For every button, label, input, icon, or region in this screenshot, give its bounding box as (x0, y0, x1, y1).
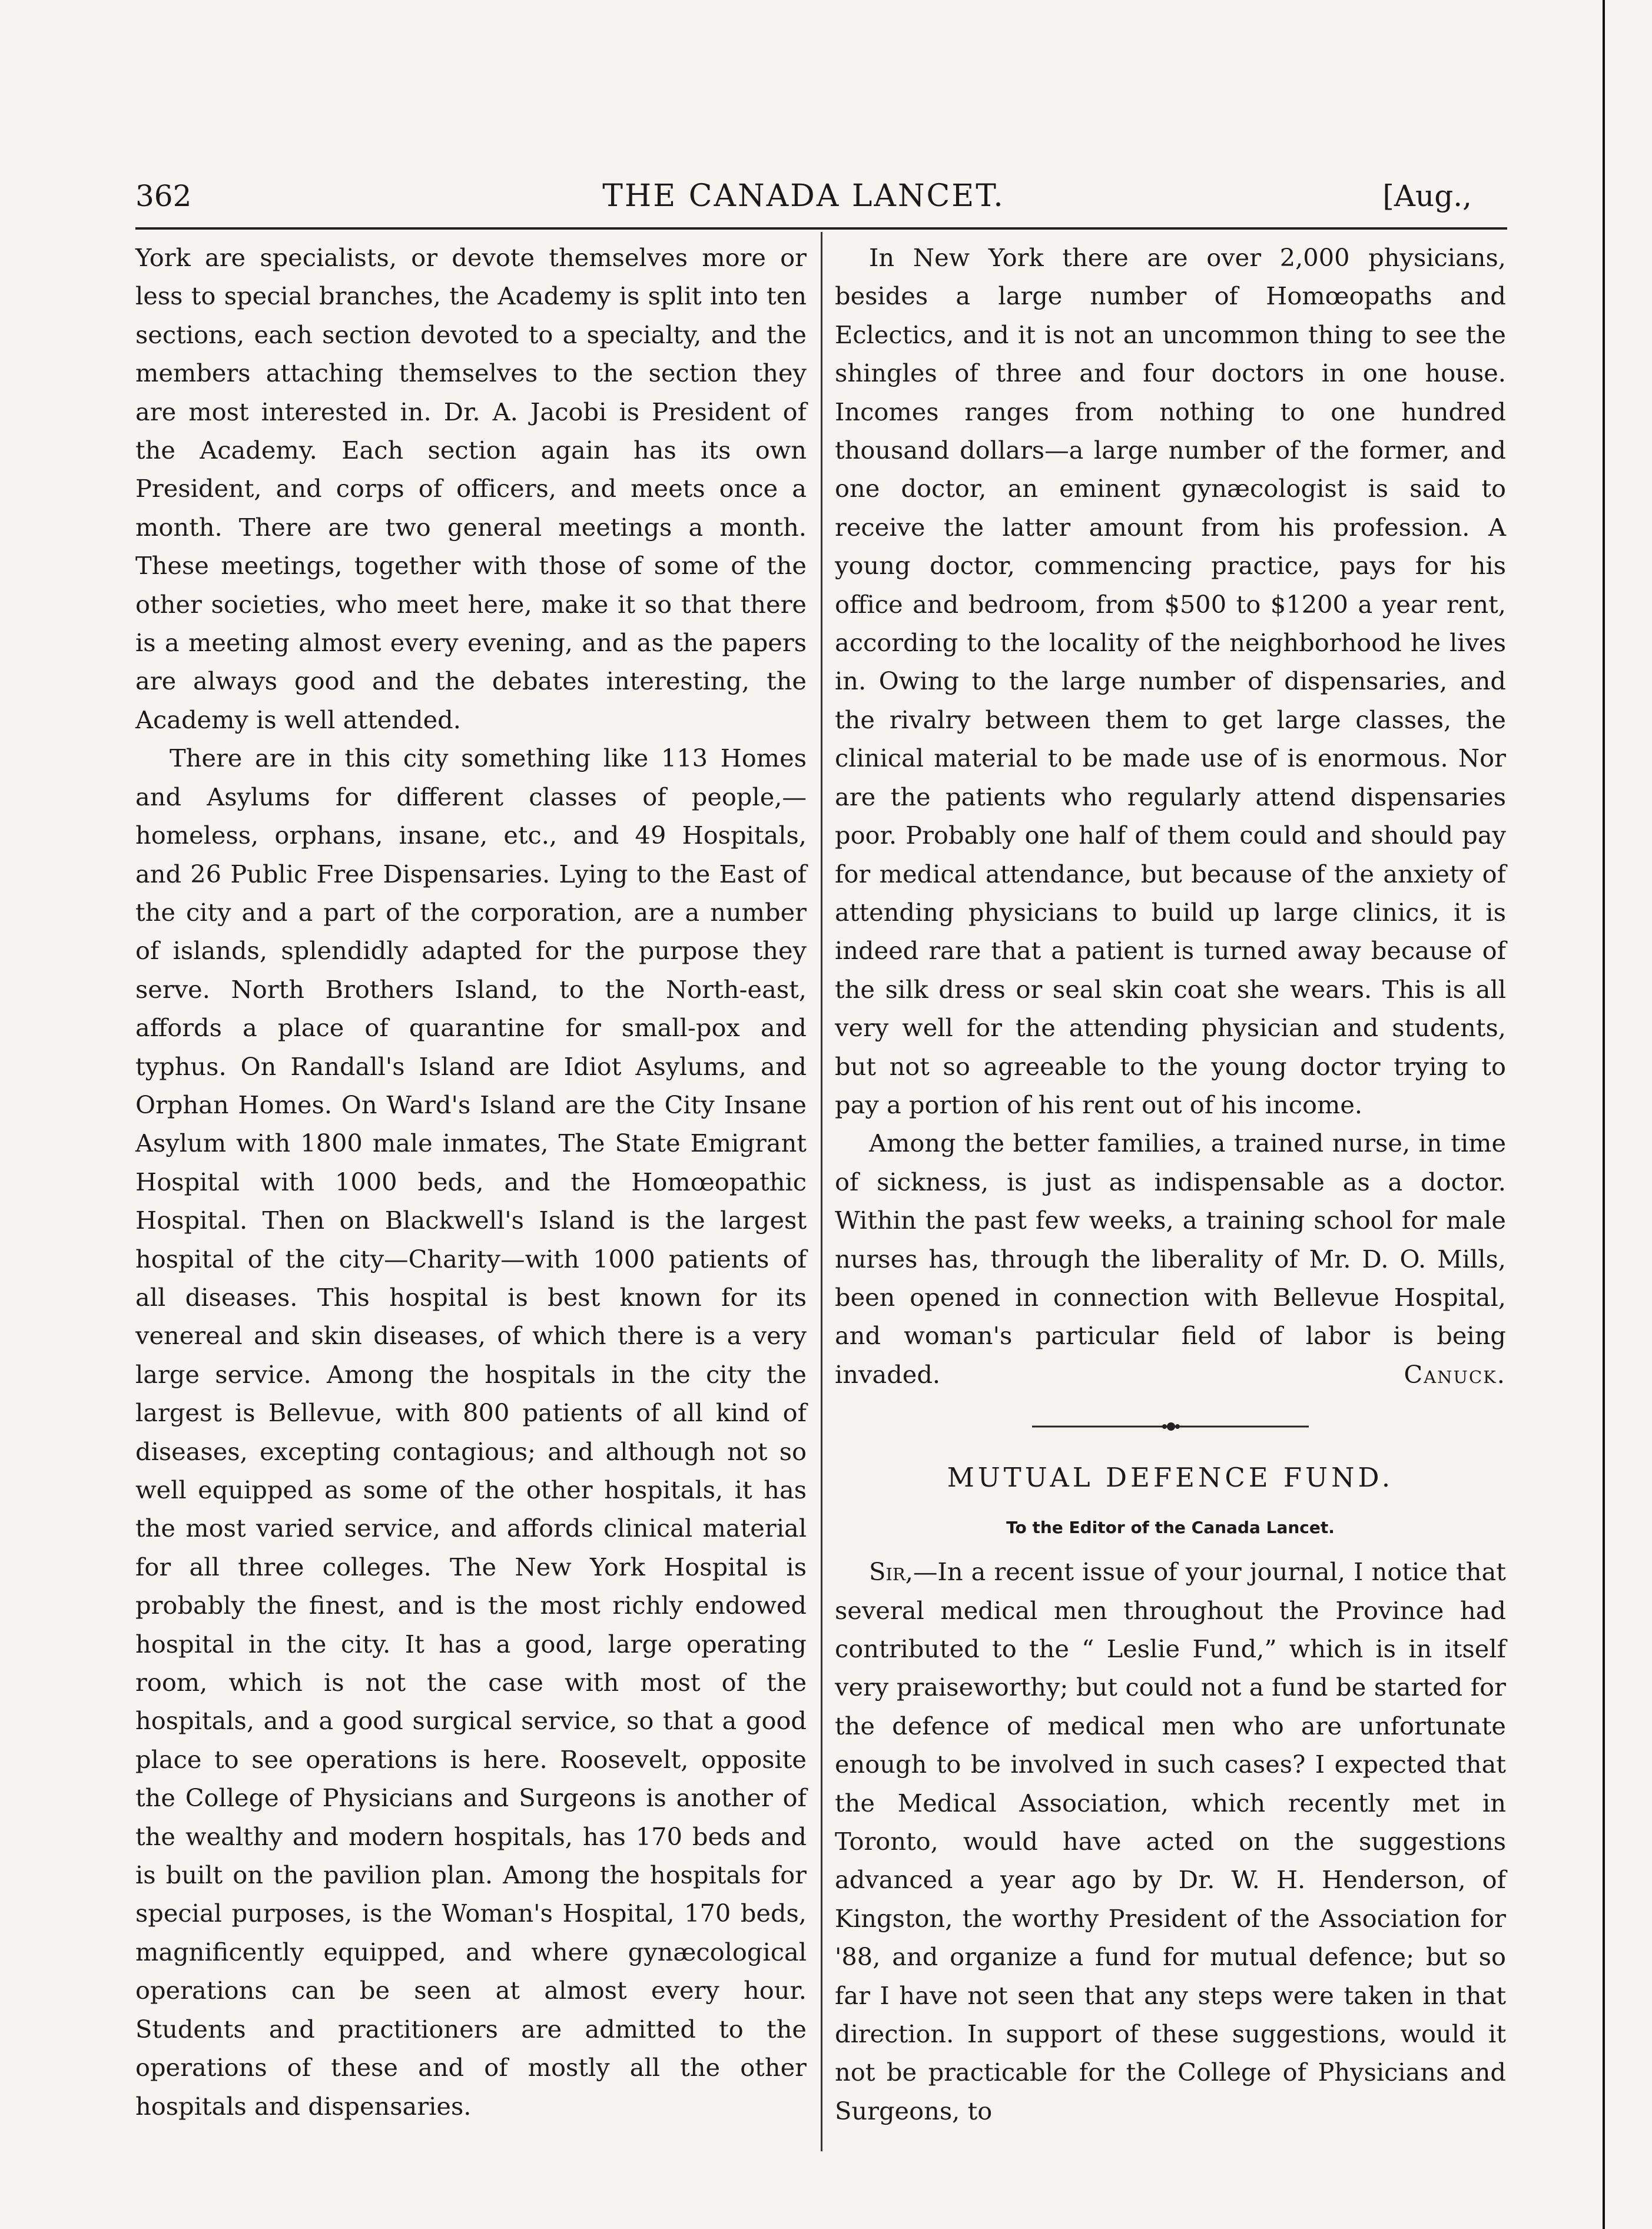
ornament-dot-left (1162, 1424, 1167, 1429)
running-header (135, 170, 1472, 223)
binding-edge (1603, 0, 1605, 2229)
left-paragraph-1: York are specialists, or devote themselves more or less to special branches, the Academy is split into ten sections, each section devoted to a specialty, and the members attaching themselves to the section they are most interested in. Dr. A. Jacobi is President of the Academy. Each section again has its own President, and corps of officers, and meets once a month. There are two general meetings a month. These meetings, together with those of some of the other societies, who meet here, make it so that there is a meeting almost every evening, and as the papers are always good and the debates interesting, the Academy is well attended. (135, 243, 807, 734)
right-column (835, 238, 1506, 2130)
ornament-dot-center (1167, 1422, 1175, 1431)
author-signature: Canuck. (1404, 1359, 1506, 1389)
letter-body-text: —In a recent issue of your journal, I notice that several medical men throughout the Province had contributed to the “ Leslie Fund,” which is in itself very praiseworthy; but could not a fund be started for the defence of medical men who are unfortunate enough to be involved in such cases? I expected that the Medical Association, which recently met in Toronto, would have acted on the suggestions advanced a year ago by Dr. W. H. Henderson, of Kingston, the worthy President of the Association for '88, and organize a fund for mutual defence; but so far I have not seen that any steps were taken in that direction. In support of these suggestions, would it not be practicable for the College of Physicians and Surgeons, to (835, 1557, 1506, 2125)
letter-salutation: Sir, (869, 1557, 913, 1587)
ornament-dot-right (1175, 1424, 1180, 1429)
right-paragraph-1: In New York there are over 2,000 physicians, besides a large number of Homœopaths and Eclectics, and it is not an uncommon thing to see the shingles of three and four doctors in one house. Incomes ranges from nothing to one hundred thousand dollars—a large number of the former, and one doctor, an eminent gynæcologist is said to receive the latter amount from his profession. A young doctor, commencing practice, pays for his office and bedroom, from $500 to $1200 a year rent, according to the locality of the neighborhood he lives in. Owing to the large number of dispensaries, and the rivalry between them to get large classes, the clinical material to be made use of is enormous. Nor are the patients who regularly attend dispensaries poor. Probably one half of them could and should pay for medical attendance, but because of the anxiety of attending physicians to build up large clinics, it is indeed rare that a patient is turned away because of the silk dress or seal skin coat she wears. This is all very well for the attending physician and students, but not so agreeable to the young doctor trying to pay a portion of his rent out of his income. (835, 243, 1506, 1119)
section-heading: MUTUAL DEFENCE FUND. (947, 1462, 1394, 1494)
right-paragraph-2-text: Among the better families, a trained nurse, in time of sickness, is just as indispensable as a doctor. Within the past few weeks, a training school for male nurses has, through the liberality of Mr. D. O. Mills, been opened in connection with Bellevue Hospital, and woman's particular field of labor is being invaded. (835, 1129, 1506, 1389)
letter-addressee: To the Editor of the Canada Lancet. (1006, 1518, 1335, 1538)
column-divider (821, 232, 822, 2151)
right-paragraph-2 (835, 1124, 1506, 1394)
left-paragraph-2: There are in this city something like 113 Homes and Asylums for different classes of people,—homeless, orphans, insane, etc., and 49 Hospitals, and 26 Public Free Dispensaries. Lying to the East of the city and a part of the corporation, are a number of islands, splendidly adapted for the purpose they serve. North Brothers Island, to the North-east, affords a place of quarantine for small-pox and typhus. On Randall's Island are Idiot Asylums, and Orphan Homes. On Ward's Island are the City Insane Asylum with 1800 male inmates, The State Emigrant Hospital with 1000 beds, and the Homœopathic Hospital. Then on Blackwell's Island is the largest hospital of the city—Charity—with 1000 patients of all diseases. This hospital is best known for its venereal and skin diseases, of which there is a very large service. Among the hospitals in the city the largest is Bellevue, with 800 patients of all kind of diseases, excepting contagious; and although not so well equipped as some of the other hospitals, it has the most varied service, and affords clinical material for all three colleges. The New York Hospital is probably the finest, and is the most richly endowed hospital in the city. It has a good, large operating room, which is not the case with most of the hospitals, and a good surgical service, so that a good place to see operations is here. Roosevelt, opposite the College of Physicians and Surgeons is another of the wealthy and modern hospitals, has 170 beds and is built on the pavilion plan. Among the hospitals for special purposes, is the Woman's Hospital, 170 beds, magnificently equipped, and where gynæcological operations can be seen at almost every hour. Students and practitioners are admitted to the operations of these and of mostly all the other hospitals and dispensaries. (135, 744, 807, 2121)
left-column (135, 238, 807, 2125)
section-ornament (1032, 1419, 1309, 1434)
header-rule (135, 227, 1507, 230)
journal-title: THE CANADA LANCET. (602, 178, 1005, 214)
letter-body (835, 1553, 1506, 2130)
issue-month: [Aug., (1382, 179, 1472, 213)
page-number: 362 (135, 179, 192, 213)
